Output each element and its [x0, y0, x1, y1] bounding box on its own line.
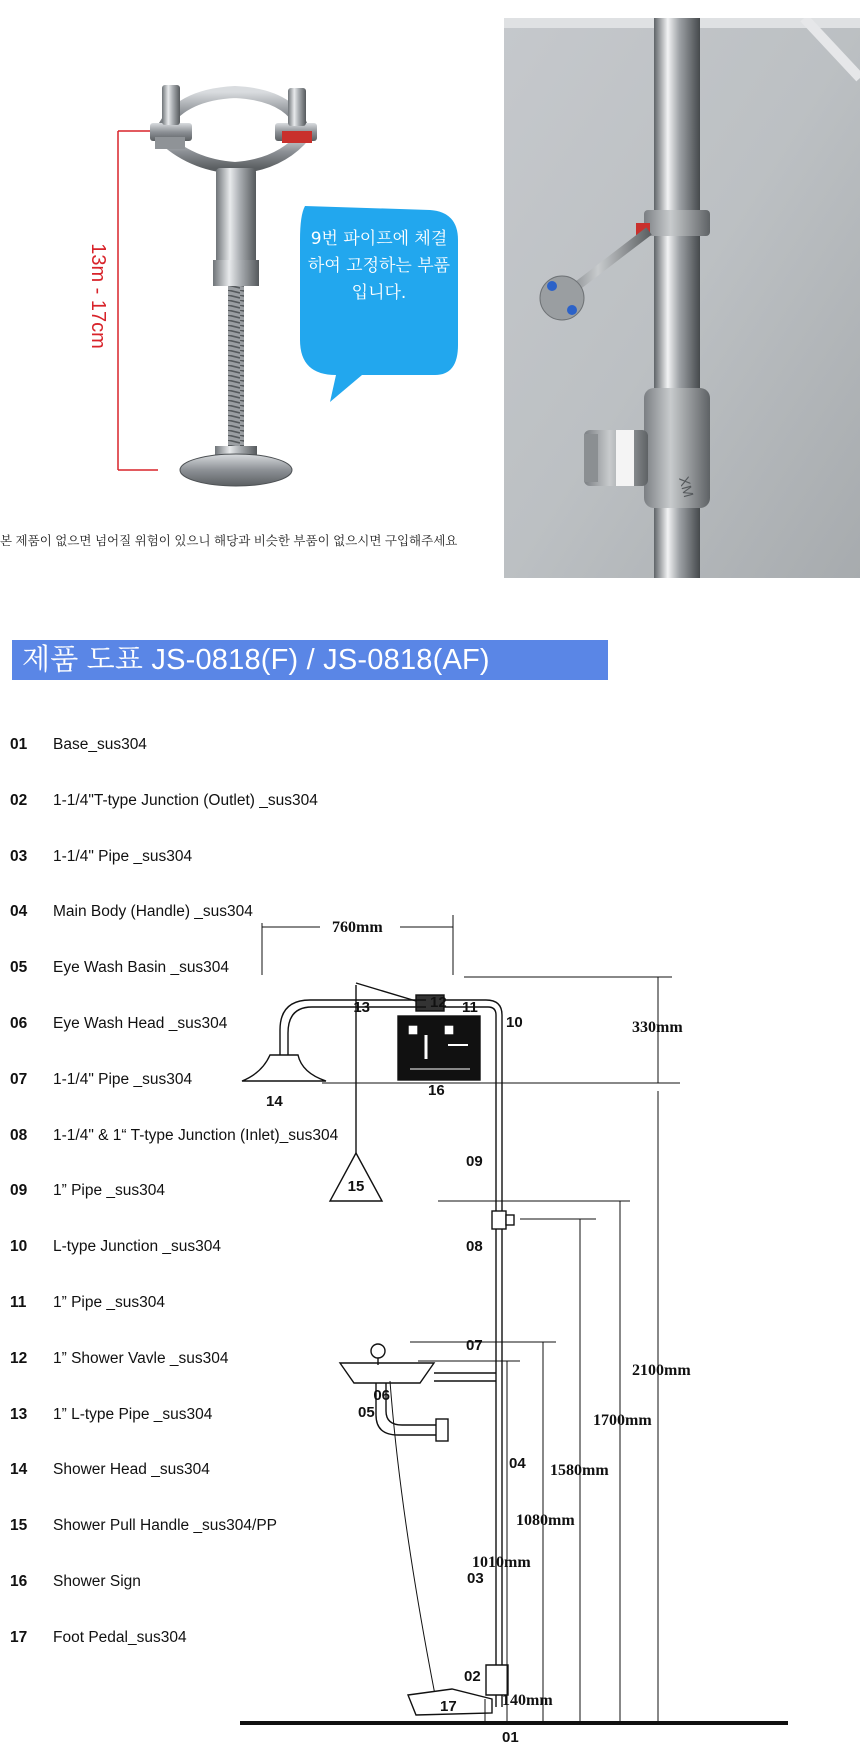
label-15: 15: [347, 1178, 365, 1195]
dimension-bracket: [118, 131, 158, 470]
part-name: 1-1/4" Pipe _sus304: [53, 1070, 193, 1088]
part-name: Base_sus304: [53, 736, 147, 753]
part-name: Eye Wash Basin _sus304: [53, 959, 230, 977]
dim-330: 330mm: [632, 1019, 683, 1036]
label-10: 10: [506, 1014, 523, 1031]
part-number: 01: [10, 736, 28, 753]
part-name: 1-1/4"T-type Junction (Outlet) _sus304: [53, 791, 318, 809]
label-08: 08: [466, 1238, 483, 1255]
part-name: Shower Pull Handle _sus304/PP: [53, 1517, 278, 1535]
part-name: Shower Head _sus304: [53, 1461, 210, 1479]
part-name: Shower Sign: [53, 1573, 141, 1590]
label-06: 06: [373, 1387, 390, 1404]
speech-bubble-text: 9번 파이프에 체결하여 고정하는 부품입니다.: [307, 229, 451, 303]
dim-760: 760mm: [332, 919, 383, 936]
bracket-photo: [0, 0, 500, 540]
part-name: 1-1/4" Pipe _sus304: [53, 847, 193, 865]
part-number: 13: [10, 1405, 28, 1423]
label-11: 11: [462, 999, 478, 1016]
part-name: Main Body (Handle) _sus304: [53, 903, 253, 921]
part-name: Eye Wash Head _sus304: [53, 1015, 228, 1032]
part-name: 1” Pipe _sus304: [53, 1294, 166, 1311]
eyewash-basin: [340, 1363, 434, 1383]
part-number: 08: [10, 1126, 28, 1144]
part-name: L-type Junction _sus304: [53, 1238, 222, 1256]
installed-pipe-photo: [504, 18, 860, 578]
product-diagram-title: 제품 도표 JS-0818(F) / JS-0818(AF): [12, 640, 608, 680]
label-16: 16: [428, 1082, 445, 1099]
label-13: 13: [353, 999, 370, 1016]
dim-1080: 1080mm: [516, 1512, 575, 1529]
label-14: 14: [266, 1093, 283, 1110]
threaded-rod: [213, 168, 259, 464]
part-name: 1” Pipe _sus304: [53, 1182, 166, 1200]
part-number: 02: [10, 791, 28, 809]
dim-1700: 1700mm: [593, 1412, 652, 1429]
part-name: 1” Shower Vavle _sus304: [53, 1349, 229, 1367]
dim-2100: 2100mm: [632, 1362, 691, 1379]
part-number: 05: [10, 959, 28, 977]
part-number: 12: [10, 1349, 28, 1367]
part-number: 04: [10, 903, 28, 921]
label-01: 01: [502, 1729, 519, 1746]
label-17: 17: [440, 1698, 457, 1715]
part-number: 14: [10, 1461, 28, 1479]
part-number: 07: [10, 1070, 28, 1088]
part-number: 09: [10, 1182, 28, 1200]
part-name: 1” L-type Pipe _sus304: [53, 1405, 213, 1423]
label-09: 09: [466, 1153, 483, 1170]
part-number: 11: [10, 1294, 27, 1311]
label-04: 04: [509, 1455, 526, 1472]
part-number: 03: [10, 847, 28, 865]
part-number: 16: [10, 1573, 28, 1590]
fitting-marking: XM: [676, 474, 697, 500]
dim-140: 140mm: [502, 1692, 553, 1709]
label-03: 03: [467, 1570, 484, 1587]
shower-head: [242, 1055, 326, 1081]
warning-caption: 본 제품이 없으면 넘어질 위험이 있으니 해당과 비슷한 부품이 없으시면 구입해주세요: [0, 534, 458, 548]
dim-1580: 1580mm: [550, 1462, 609, 1479]
pipe-clamp: [150, 85, 317, 168]
part-number: 15: [10, 1517, 28, 1535]
dim-1010: 1010mm: [472, 1554, 531, 1571]
technical-diagram: [240, 895, 860, 1760]
part-number: 06: [10, 1015, 28, 1032]
part-name: Foot Pedal_sus304: [53, 1628, 187, 1646]
base-plate: [180, 454, 292, 486]
label-02: 02: [464, 1668, 481, 1685]
part-name: 1-1/4" & 1“ T-type Junction (Inlet)_sus304: [53, 1126, 339, 1144]
part-number: 10: [10, 1238, 28, 1256]
label-12: 12: [430, 994, 447, 1011]
label-07: 07: [466, 1337, 483, 1354]
label-05: 05: [358, 1404, 375, 1421]
part-number: 17: [10, 1628, 28, 1646]
dimension-label: 13m - 17cm: [87, 243, 109, 349]
speech-bubble: [300, 206, 458, 402]
